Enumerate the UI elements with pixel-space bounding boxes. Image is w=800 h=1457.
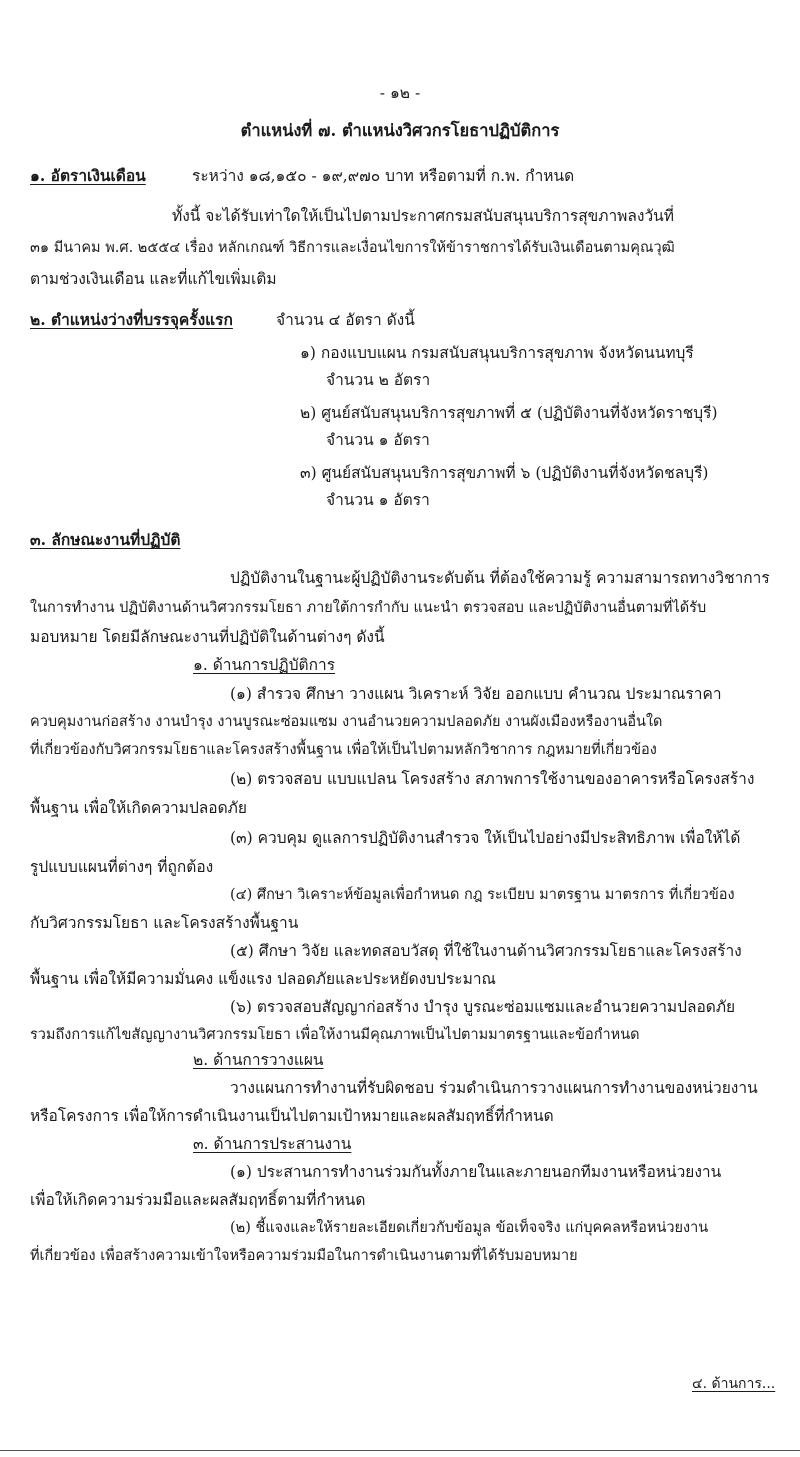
- position-title: ตำแหน่งที่ ๗. ตำแหน่งวิศวกรโยธาปฏิบัติการ: [240, 121, 560, 140]
- vacancy-item-3: ๓) ศูนย์สนับสนุนบริการสุขภาพที่ ๖ (ปฏิบัติงานที่จังหวัดชลบุรี): [300, 464, 709, 482]
- section2-line-1: วางแผนการทำงานที่รับผิดชอบ ร่วมดำเนินการวางแผนการทำงานของหน่วยงาน: [230, 1079, 758, 1097]
- continuation-marker: ๔. ด้านการ...: [692, 1376, 776, 1392]
- section3-item-2-line-1: (๒) ชี้แจงและให้รายละเอียดเกี่ยวกับข้อมูล ข้อเท็จจริง แก่บุคคลหรือหน่วยงาน: [230, 1220, 709, 1236]
- salary-note-line-1: ทั้งนี้ จะได้รับเท่าใดให้เป็นไปตามประกาศกรมสนับสนุนบริการสุขภาพลงวันที่: [172, 207, 674, 225]
- page-number: - ๑๒ -: [379, 84, 421, 102]
- section1-item-3-line-1: (๓) ควบคุม ดูแลการปฏิบัติงานสำรวจ ให้เป็นไปอย่างมีประสิทธิภาพ เพื่อให้ได้: [230, 829, 741, 847]
- duties-intro-line-1: ปฏิบัติงานในฐานะผู้ปฏิบัติงานระดับต้น ที่ต้องใช้ความรู้ ความสามารถทางวิชาการ: [230, 569, 770, 587]
- vacancy-item-2-count: จำนวน ๑ อัตรา: [326, 431, 430, 449]
- section1-item-1-line-3: ที่เกี่ยวข้องกับวิศวกรรมโยธาและโครงสร้างพื้นฐาน เพื่อให้เป็นไปตามหลักวิชาการ กฎหมายที่เกี่ยวข้อง: [30, 742, 657, 758]
- salary-heading: ๑. อัตราเงินเดือน: [30, 166, 146, 185]
- vacancy-count: จำนวน ๔ อัตรา ดังนี้: [276, 311, 415, 329]
- section1-heading: ๑. ด้านการปฏิบัติการ: [193, 656, 336, 674]
- vacancy-item-1: ๑) กองแบบแผน กรมสนับสนุนบริการสุขภาพ จังหวัดนนทบุรี: [300, 344, 694, 362]
- section1-item-2-line-1: (๒) ตรวจสอบ แบบแปลน โครงสร้าง สภาพการใช้งานของอาคารหรือโครงสร้าง: [230, 770, 755, 788]
- section1-item-5-line-2: พื้นฐาน เพื่อให้มีความมั่นคง แข็งแรง ปลอดภัยและประหยัดงบประมาณ: [30, 970, 496, 988]
- vacancy-item-1-count: จำนวน ๒ อัตรา: [326, 371, 431, 389]
- section1-item-1-line-2: ควบคุมงานก่อสร้าง งานบำรุง งานบูรณะซ่อมแซม งานอำนวยความปลอดภัย งานผังเมืองหรืองานอื่นใด: [30, 714, 663, 730]
- section1-item-4-line-2: กับวิศวกรรมโยธา และโครงสร้างพื้นฐาน: [30, 914, 299, 932]
- page-bottom-rule: [0, 1450, 800, 1451]
- section3-item-1-line-2: เพื่อให้เกิดความร่วมมือและผลสัมฤทธิ์ตามที่กำหนด: [30, 1191, 366, 1209]
- section2-line-2: หรือโครงการ เพื่อให้การดำเนินงานเป็นไปตามเป้าหมายและผลสัมฤทธิ์ที่กำหนด: [30, 1107, 554, 1125]
- section1-item-2-line-2: พื้นฐาน เพื่อให้เกิดความปลอดภัย: [30, 799, 247, 817]
- vacancy-item-3-count: จำนวน ๑ อัตรา: [326, 491, 430, 509]
- section1-item-6-line-1: (๖) ตรวจสอบสัญญาก่อสร้าง บำรุง บูรณะซ่อมแซมและอำนวยความปลอดภัย: [230, 998, 736, 1016]
- vacancy-item-2: ๒) ศูนย์สนับสนุนบริการสุขภาพที่ ๕ (ปฏิบัติงานที่จังหวัดราชบุรี): [300, 404, 718, 422]
- section1-item-1-line-1: (๑) สำรวจ ศึกษา วางแผน วิเคราะห์ วิจัย ออกแบบ คำนวณ ประมาณราคา: [230, 685, 722, 703]
- salary-range: ระหว่าง ๑๘,๑๕๐ - ๑๙,๙๗๐ บาท หรือตามที่ ก.พ. กำหนด: [192, 167, 575, 185]
- section1-item-4-line-1: (๔) ศึกษา วิเคราะห์ข้อมูลเพื่อกำหนด กฎ ระเบียบ มาตรฐาน มาตรการ ที่เกี่ยวข้อง: [230, 887, 735, 903]
- section2-heading: ๒. ด้านการวางแผน: [193, 1051, 324, 1069]
- section1-item-3-line-2: รูปแบบแผนที่ต่างๆ ที่ถูกต้อง: [30, 858, 214, 876]
- section3-item-2-line-2: ที่เกี่ยวข้อง เพื่อสร้างความเข้าใจหรือความร่วมมือในการดำเนินงานตามที่ได้รับมอบหมาย: [30, 1248, 578, 1264]
- section1-item-5-line-1: (๕) ศึกษา วิจัย และทดสอบวัสดุ ที่ใช้ในงานด้านวิศวกรรมโยธาและโครงสร้าง: [230, 942, 742, 960]
- vacancy-heading: ๒. ตำแหน่งว่างที่บรรจุครั้งแรก: [30, 310, 233, 329]
- section1-item-6-line-2: รวมถึงการแก้ไขสัญญางานวิศวกรรมโยธา เพื่อให้งานมีคุณภาพเป็นไปตามมาตรฐานและข้อกำหนด: [30, 1027, 640, 1043]
- salary-note-line-2: ๓๑ มีนาคม พ.ศ. ๒๕๕๔ เรื่อง หลักเกณฑ์ วิธีการและเงื่อนไขการให้ข้าราชการได้รับเงินเดือนตามคุณวุฒิ: [30, 240, 675, 256]
- duties-intro-line-3: มอบหมาย โดยมีลักษณะงานที่ปฏิบัติในด้านต่างๆ ดังนี้: [30, 628, 385, 646]
- salary-note-line-3: ตามช่วงเงินเดือน และที่แก้ไขเพิ่มเติม: [30, 270, 277, 288]
- section3-heading: ๓. ด้านการประสานงาน: [193, 1135, 352, 1153]
- duties-intro-line-2: ในการทำงาน ปฏิบัติงานด้านวิศวกรรมโยธา ภายใต้การกำกับ แนะนำ ตรวจสอบ และปฏิบัติงานอื่นตามที่ได้รับ: [30, 600, 707, 616]
- section3-item-1-line-1: (๑) ประสานการทำงานร่วมกันทั้งภายในและภายนอกทีมงานหรือหน่วยงาน: [230, 1163, 722, 1181]
- duties-heading: ๓. ลักษณะงานที่ปฏิบัติ: [30, 530, 181, 549]
